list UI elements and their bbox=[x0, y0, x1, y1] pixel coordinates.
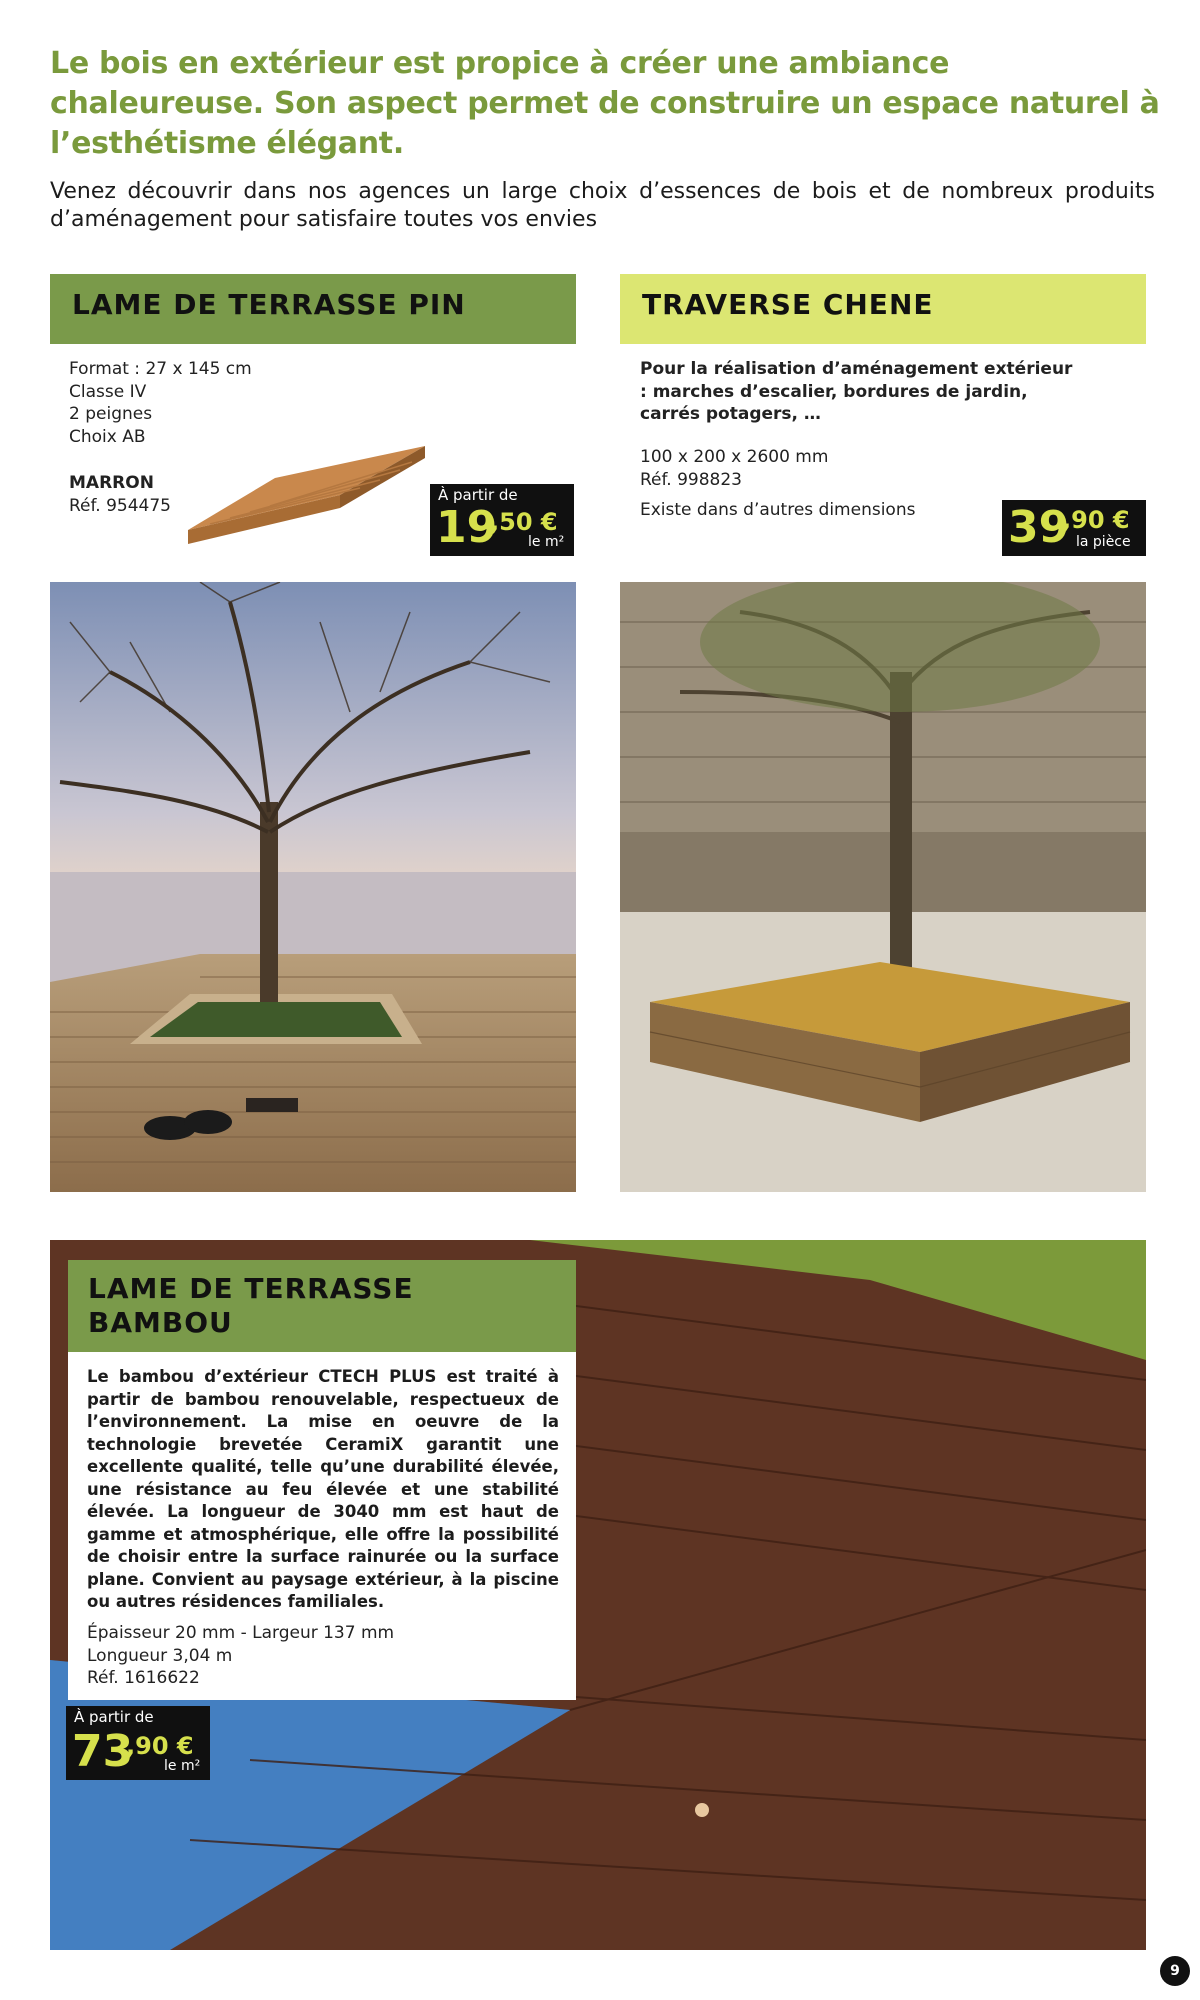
bamboo-spec-size: Épaisseur 20 mm - Largeur 137 mm bbox=[87, 1623, 395, 1643]
bamboo-description: Le bambou d’extérieur CTECH PLUS est traité à partir de bambou renouvelable, respectueux de l’environnement. La mise en oeuvre de la technologie brevetée CeramiX garantit une excellente qualité, telle qu’une durabilité élevée, une résistance au feu élevée et une stabilité élevée. La longueur de 3040 mm est haut de gamme et atmosphérique, elle offre la possibilité de choisir entre la surface rainurée ou la surface plane. Convient au paysage extérieur, à la piscine ou autres résidences familiales. bbox=[87, 1367, 559, 1611]
page-headline: Le bois en extérieur est propice à créer une ambiance chaleureuse. Son aspect permet de construire un espace naturel à l’esthétisme élégant. bbox=[50, 46, 1160, 161]
bamboo-ref: Réf. 1616622 bbox=[87, 1668, 200, 1688]
pin-price-prefix: À partir de bbox=[438, 486, 518, 504]
chene-price-tag bbox=[1002, 500, 1146, 556]
bamboo-price-unit: le m² bbox=[164, 1758, 201, 1774]
page-number: 9 bbox=[1160, 1956, 1190, 1986]
chene-description: Pour la réalisation d’aménagement extérieur : marches d’escalier, bordures de jardin, carrés potagers, … bbox=[640, 359, 1073, 424]
pin-spec-grade: Choix AB bbox=[69, 426, 146, 447]
intro-text: Venez découvrir dans nos agences un large choix d’essences de bois et de nombreux produits d’aménagement pour satisfaire toutes vos envies bbox=[50, 179, 1155, 232]
chene-ref: Réf. 998823 bbox=[640, 469, 742, 490]
pin-spec-class: Classe IV bbox=[69, 381, 147, 402]
chene-note: Existe dans d’autres dimensions bbox=[640, 500, 916, 520]
pin-spec-combs: 2 peignes bbox=[69, 404, 153, 424]
pin-specs bbox=[69, 358, 329, 448]
bamboo-price-prefix: À partir de bbox=[74, 1708, 154, 1726]
bamboo-price-dec: ,90 € bbox=[126, 1732, 194, 1760]
bamboo-title-line2: BAMBOU bbox=[88, 1306, 233, 1339]
chene-dimensions: 100 x 200 x 2600 mm bbox=[640, 447, 829, 467]
pin-title: LAME DE TERRASSE PIN bbox=[72, 288, 466, 321]
pin-spec-format: Format : 27 x 145 cm bbox=[69, 359, 252, 379]
bamboo-price-int: 73 bbox=[72, 1726, 134, 1777]
chene-price-int: 39 bbox=[1008, 502, 1070, 553]
pin-color-name: MARRON bbox=[69, 473, 154, 493]
bamboo-price-tag bbox=[66, 1706, 210, 1780]
oak-planter-photo bbox=[620, 582, 1146, 1192]
pin-price-dec: ,50 € bbox=[490, 508, 558, 536]
chene-title-bar bbox=[620, 274, 1146, 344]
pin-title-bar bbox=[50, 274, 576, 344]
bamboo-specs bbox=[87, 1622, 559, 1690]
chene-price-dec: ,90 € bbox=[1062, 506, 1130, 534]
pin-price-unit: le m² bbox=[528, 534, 565, 550]
bamboo-title-line1: LAME DE TERRASSE bbox=[88, 1272, 414, 1305]
pin-price-tag bbox=[430, 484, 574, 556]
bamboo-spec-length: Longueur 3,04 m bbox=[87, 1645, 233, 1666]
chene-title: TRAVERSE CHENE bbox=[642, 288, 934, 321]
bamboo-title-bar bbox=[68, 1260, 576, 1352]
chene-specs bbox=[640, 446, 960, 522]
pin-ref: Réf. 954475 bbox=[69, 495, 171, 516]
pine-plank-image bbox=[180, 440, 430, 560]
pine-deck-photo bbox=[50, 582, 576, 1192]
pin-price-int: 19 bbox=[436, 502, 498, 553]
chene-price-unit: la pièce bbox=[1076, 534, 1131, 550]
